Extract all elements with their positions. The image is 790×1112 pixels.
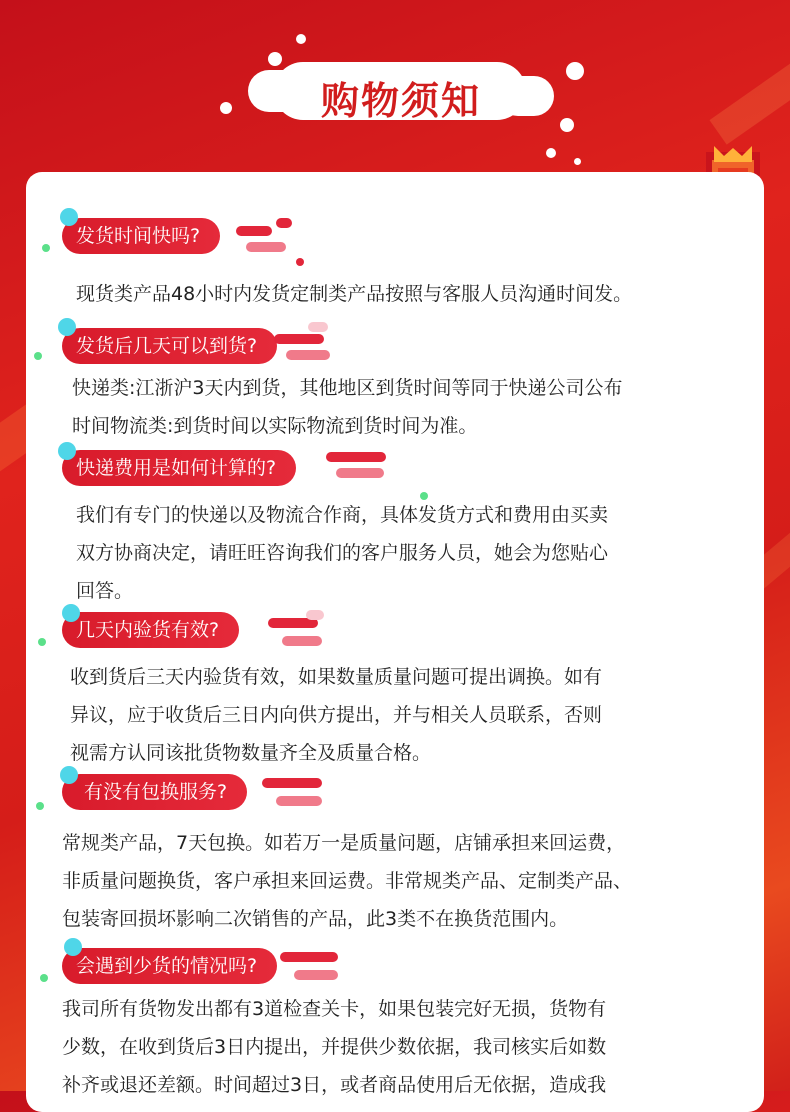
decor-dot	[566, 62, 584, 80]
decor-tail	[308, 322, 328, 332]
decor-tail	[276, 218, 292, 228]
decor-dot	[36, 802, 44, 810]
decor-tail	[294, 970, 338, 980]
title-banner	[248, 56, 554, 126]
decor-dot	[296, 258, 304, 266]
decor-dot	[40, 974, 48, 982]
decor-tail	[274, 334, 324, 344]
decor-dot	[60, 208, 78, 226]
decor-tail	[236, 226, 272, 236]
section-question: 会遇到少货的情况吗?	[62, 948, 277, 984]
decor-tail	[276, 796, 322, 806]
decor-dot	[42, 244, 50, 252]
decor-dot	[296, 34, 306, 44]
section-answer: 快递类:江浙沪3天内到货，其他地区到货时间等同于快递公司公布 时间物流类:到货时间以实际物流到货时间为准。	[72, 377, 623, 437]
decor-tail	[336, 468, 384, 478]
section-question: 快递费用是如何计算的?	[62, 450, 296, 486]
decor-dot	[220, 102, 232, 114]
decor-dot	[64, 938, 82, 956]
decor-dot	[546, 148, 556, 158]
decor-tail	[286, 350, 330, 360]
page-title: 购物须知	[320, 79, 481, 123]
decor-dot	[58, 442, 76, 460]
decor-tail	[282, 636, 322, 646]
section-answer: 我司所有货物发出都有3道检查关卡，如果包装完好无损，货物有 少数，在收到货后3日内提出，并提供少数依据，我司核实后如数 补齐或退还差额。时间超过3日，或者商品使用后无依据，造成我	[62, 998, 607, 1096]
section-answer: 我们有专门的快递以及物流合作商，具体发货方式和费用由买卖 双方协商决定，请旺旺咨询我们的客户服务人员，她会为您贴心 回答。	[76, 504, 609, 602]
decor-tail	[280, 952, 338, 962]
decor-tail	[246, 242, 286, 252]
decor-dot	[60, 766, 78, 784]
section-answer: 常规类产品，7天包换。如若万一是质量问题，店铺承担来回运费， 非质量问题换货，客户承担来回运费。非常规类产品、定制类产品、 包装寄回损坏影响二次销售的产品，此3类不在换货范围内。	[62, 832, 633, 930]
section-answer: 收到货后三天内验货有效，如果数量质量问题可提出调换。如有 异议，应于收货后三日内向供方提出，并与相关人员联系，否则 视需方认同该批货物数量齐全及质量合格。	[70, 666, 603, 764]
decor-tail	[262, 778, 322, 788]
decor-dot	[38, 638, 46, 646]
decor-dot	[62, 604, 80, 622]
decor-dot	[34, 352, 42, 360]
decor-dot	[574, 158, 581, 165]
decor-dot	[268, 52, 282, 66]
section-answer: 现货类产品48小时内发货定制类产品按照与客服人员沟通时间发。	[76, 283, 633, 305]
section-question: 几天内验货有效?	[62, 612, 239, 648]
decor-tail	[306, 610, 324, 620]
content-card	[26, 172, 764, 1112]
section-question: 发货后几天可以到货?	[62, 328, 277, 364]
decor-tail	[326, 452, 386, 462]
section-question: 发货时间快吗?	[62, 218, 220, 254]
bg-stripe	[709, 5, 790, 144]
decor-dot	[58, 318, 76, 336]
decor-dot	[560, 118, 574, 132]
section-question: 有没有包换服务?	[62, 774, 247, 810]
